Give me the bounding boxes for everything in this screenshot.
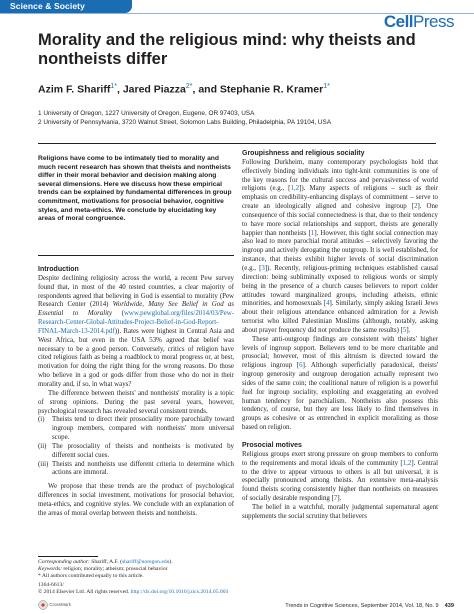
page-footer	[285, 603, 454, 609]
section-tab	[0, 0, 132, 13]
divider	[38, 143, 436, 144]
list-item: (ii) The prosociality of theists and nontheists is motivated by different social cues.	[38, 442, 234, 459]
citation-link[interactable]: 2	[414, 203, 418, 211]
paragraph: The difference between theists' and nontheists' morality is a topic of strong opinions. During the past several years, however, psychological research has revealed several consistent trends.	[38, 389, 234, 415]
author-sup: 1*	[323, 83, 330, 90]
citation-link[interactable]: 6	[299, 362, 303, 370]
brand-cell: Cell	[383, 12, 414, 31]
citation-link[interactable]: 1,2	[402, 459, 412, 467]
section-heading: Prosocial motives	[242, 442, 302, 449]
brand-press: Press	[413, 12, 454, 31]
author-sep: , and	[192, 83, 220, 96]
page-number: 439	[444, 603, 454, 609]
pew-link[interactable]: www.pewglobal.org/files/2014/03/Pew-Research-Center-Global-Attitudes-Project-Belief-in-God-Report-FINAL-March-13-2014.pdf	[38, 310, 234, 335]
citation-link[interactable]: 3	[261, 264, 265, 272]
cellpress-logo	[384, 12, 454, 32]
citation-link[interactable]: 7	[333, 495, 338, 503]
paragraph: Religious groups exert strong pressure on group members to conform to the requirements and moral ideals of the community [1,2]. Central to the drive to appear virtuous to others is all but universal, it is especially pronounced among theists. An extensive meta-analysis found theists scoring consistently higher than nontheists on measures of socially desirable responding [7].	[242, 450, 438, 503]
list-item: (i) Theists tend to direct their prosociality more parochially toward ingroup members, compared with nontheists' more universal scope.	[38, 416, 234, 442]
author-sup: 2*	[185, 83, 193, 90]
copyright: © 2014 Elsevier Ltd. All rights reserved. http://dx.doi.org/10.1016/j.tics.2014.05.003	[38, 589, 229, 595]
paragraph: Despite declining religiosity across the world, a recent Pew survey found that, in most of the 40 tested countries, a clear majority of respondents agreed that believing in God is essential to morality (Pew Research Center (2014) Worldwide, Many See Belief in God as Essential to Morality (www.pewglobal.org/files/2014/03/Pew-Research-Center-Global-Attitudes-Project-Belief-in-God-Report-FINAL-March-13-2014.pdf)). Rates were highest in Central Asia and West Africa, but even in the USA 53% agreed that belief was necessary to be a good person. Conversely, critics of religion have cited religious faith as being a roadblock to moral progress or, at best, motivation for doing the right thing for the wrong reasons. Do those who believe in a god or gods differ from those who do not in their morality and, if so, in what ways?	[38, 274, 234, 388]
keywords: Keywords: religion; morality; atheism; prosocial behavior	[38, 566, 168, 572]
doi-link[interactable]: http://dx.doi.org/10.1016/j.tics.2014.05.003	[130, 589, 229, 595]
article-title: Morality and the religious mind: why theists and nontheists differ	[38, 31, 416, 68]
corresponding-author: Corresponding author: Shariff, A.F. (shariff@uoregon.edu).	[38, 559, 173, 565]
affiliation: 1 University of Oregon, 1227 University of Oregon, Eugene, OR 97403, USA	[38, 110, 255, 117]
section-heading: Groupishness and religious sociality	[242, 150, 365, 157]
author-list	[38, 83, 330, 96]
right-column	[242, 150, 438, 522]
crossmark-label: CrossMark	[49, 602, 72, 608]
issn: 1364-6613/	[38, 582, 64, 588]
journal-reference: Trends in Cognitive Sciences, September 2014, Vol. 18, No. 9	[285, 603, 439, 609]
footnotes	[38, 559, 238, 596]
author-sep: ,	[116, 83, 123, 96]
citation-link[interactable]: 4	[326, 300, 330, 308]
crossmark-logo[interactable]	[38, 600, 71, 610]
paragraph: These anti-outgroup findings are consistent with theists' higher levels of ingroup support. Believers tend to be more charitable and prosocial; however, most of this altruism is directed toward the religious ingroup [6]. Although superficially paradoxical, theists' ingroup generosity and outgroup derogation actually represent two sides of the same coin; the coalitional nature of religion is a powerful fuel for ingroup sociality, exploiting and exaggerating an evolved human tendency for parochialism. Nontheists also possess this tendency, of course, but they are less likely to find themselves in groups as cohesive or as entrenched in explicit moralizing as those based on religion.	[242, 335, 438, 432]
citation-link[interactable]: 5	[402, 326, 407, 334]
affiliation: 2 University of Pennsylvania, 3720 Walnut Street, Solomon Labs Building, Philadelphia, PA 19104, USA	[38, 119, 332, 126]
paragraph: The belief in a watchful, morally judgmental supernatural agent supplements the social scrutiny that believers	[242, 503, 438, 520]
list-item: (iii) Theists and nontheists use different criteria to determine which actions are immoral.	[38, 460, 234, 477]
paragraph: We propose that these trends are the product of psychological differences in social investment, motivations for prosocial behavior, meta-ethics, and cognitive styles. We conclude with an explanation of the areas of moral overlap between theists and nontheists.	[38, 483, 234, 517]
section-label: Science & Society	[10, 1, 85, 11]
author-name: Jared Piazza	[122, 83, 186, 96]
divider	[38, 255, 234, 256]
section-heading: Introduction	[38, 266, 79, 273]
introduction-section	[38, 266, 234, 519]
paragraph: Following Durkheim, many contemporary psychologists hold that effectively binding individuals into tight-knit communities is one of the key reasons for the cultural success and pervasiveness of world religions (e.g., [1,2]). Many aspects of religions – such as their emphasis on credibility-enhancing displays of commitment – serve to create an ideologically aligned and cohesive ingroup [2]. One consequence of this social connectedness is that, due to their tendency to have more social relationships and support, theists are generally happier than nontheists [1]. However, this tight social connection may also lead to more parochial moral attitudes – selectively favoring the ingroup and actively derogating the outgroup. It is well established, for instance, that theists exhibit higher levels of social discrimination (e.g., [3]). Recently, religious-priming techniques established causal direction: being subliminally exposed to religious words or simply being in the presence of a church causes believers to report colder attitudes toward marginalized groups, including atheists, ethnic minorities, and homosexuals [4]. Similarly, simply asking Israeli Jews about their religious attendance enhanced admiration for a Jewish terrorist who killed Palestinian Muslims (although, notably, asking about prayer frequency did not produce the same results) [5].	[242, 158, 439, 334]
citation-link[interactable]: 1,2	[290, 185, 300, 193]
abstract: Religions have come to be intimately tied to morality and much recent research has shown that theists and nontheists differ in their moral behavior and decision making along several dimensions. Here we discuss how these empirical trends can be explained by fundamental differences in group commitment, motivations for prosocial behavior, cognitive styles, and meta-ethics. We conclude by elucidating key areas of moral congruence.	[38, 155, 232, 223]
email-link[interactable]: shariff@uoregon.edu	[121, 559, 170, 565]
crossmark-icon	[38, 600, 48, 610]
equal-contribution: * All authors contributed equally to this article.	[38, 573, 144, 579]
author-name: Stephanie R. Kramer	[219, 83, 324, 96]
footnote-rule	[38, 556, 98, 557]
citation-link[interactable]: 1	[310, 229, 315, 237]
author-name: Azim F. Shariff	[38, 83, 111, 96]
author-sup: 1*	[110, 83, 117, 90]
